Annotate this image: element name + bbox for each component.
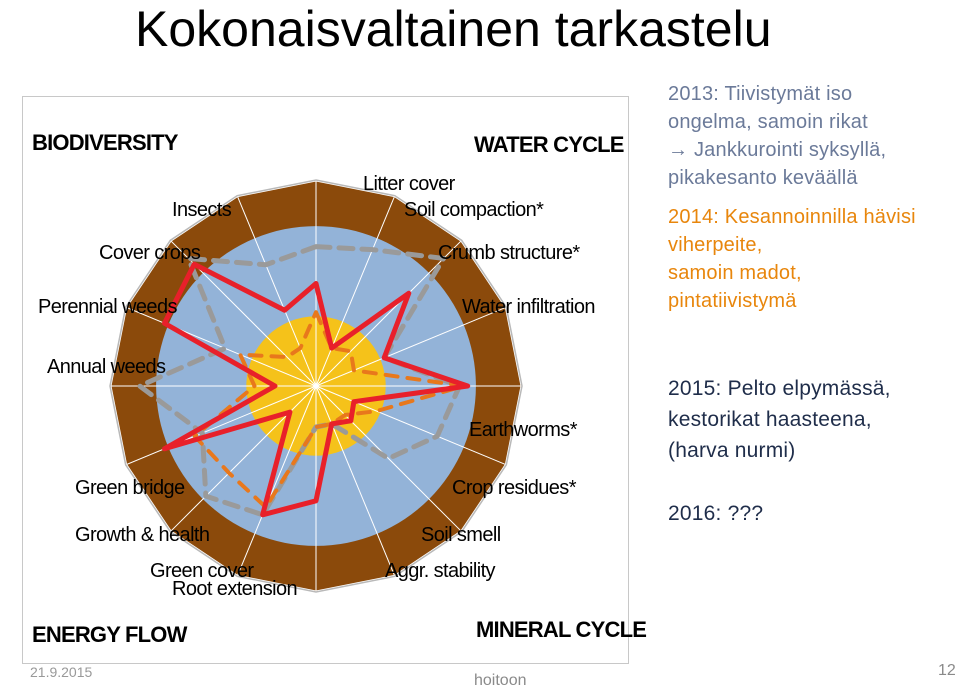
note-2015-line2: kestorikat haasteena,: [668, 408, 872, 431]
axis-label-soil-compaction: Soil compaction*: [404, 199, 544, 221]
axis-label-perennial-weeds: Perennial weeds: [38, 296, 177, 318]
note-2015-line3: (harva nurmi): [668, 439, 796, 462]
note-2014-line4: pintatiivistymä: [668, 290, 797, 312]
quadrant-biodiversity: BIODIVERSITY: [32, 130, 178, 155]
note-2014-line2: viherpeite,: [668, 234, 763, 256]
axis-label-litter-cover: Litter cover: [363, 173, 455, 195]
axis-label-annual-weeds: Annual weeds: [47, 356, 166, 378]
notes-2013: [668, 80, 886, 192]
notes-2014: [668, 203, 916, 315]
axis-label-earthworms: Earthworms*: [469, 419, 577, 441]
note-2014-line1: 2014: Kesannoinnilla hävisi: [668, 206, 916, 228]
note-2013-line3-row: [668, 136, 886, 164]
axis-label-crop-residues: Crop residues*: [452, 477, 576, 499]
footer-text: hoitoon: [474, 672, 527, 689]
notes-2016: [668, 500, 763, 528]
axis-label-root-extension: Root extension: [172, 578, 298, 600]
axis-label-soil-smell: Soil smell: [421, 524, 501, 546]
axis-label-growth-health: Growth & health: [75, 524, 210, 546]
page-title: Kokonaisvaltainen tarkastelu: [135, 1, 772, 57]
axis-label-water-infiltration: Water infiltration: [462, 296, 595, 318]
axis-label-aggr-stability: Aggr. stability: [385, 560, 495, 582]
arrow-right-icon: →: [668, 139, 694, 161]
quadrant-energy-flow: ENERGY FLOW: [32, 622, 187, 647]
footer-date: 21.9.2015: [30, 664, 93, 680]
note-2013-line3: Jankkurointi syksyllä,: [693, 139, 887, 161]
note-2013-line1: 2013: Tiivistymät iso: [668, 83, 853, 105]
note-2014-line3: samoin madot,: [668, 262, 802, 284]
note-2013-line4: pikakesanto keväällä: [668, 167, 858, 189]
note-2015-line1: 2015: Pelto elpymässä,: [668, 377, 891, 400]
quadrant-water-cycle: WATER CYCLE: [474, 132, 624, 157]
axis-label-cover-crops: Cover crops: [99, 242, 201, 264]
axis-label-green-bridge: Green bridge: [75, 477, 185, 499]
axis-label-crumb-structure: Crumb structure*: [438, 242, 580, 264]
note-2016: 2016: ???: [668, 502, 764, 525]
axis-label-green-cover: Green cover: [150, 560, 254, 582]
quadrant-mineral-cycle: MINERAL CYCLE: [476, 617, 647, 642]
notes-2015: [668, 373, 891, 466]
axis-label-insects: Insects: [172, 199, 232, 221]
note-2013-line2: ongelma, samoin rikat: [668, 111, 868, 133]
page-number: 12: [938, 662, 956, 679]
